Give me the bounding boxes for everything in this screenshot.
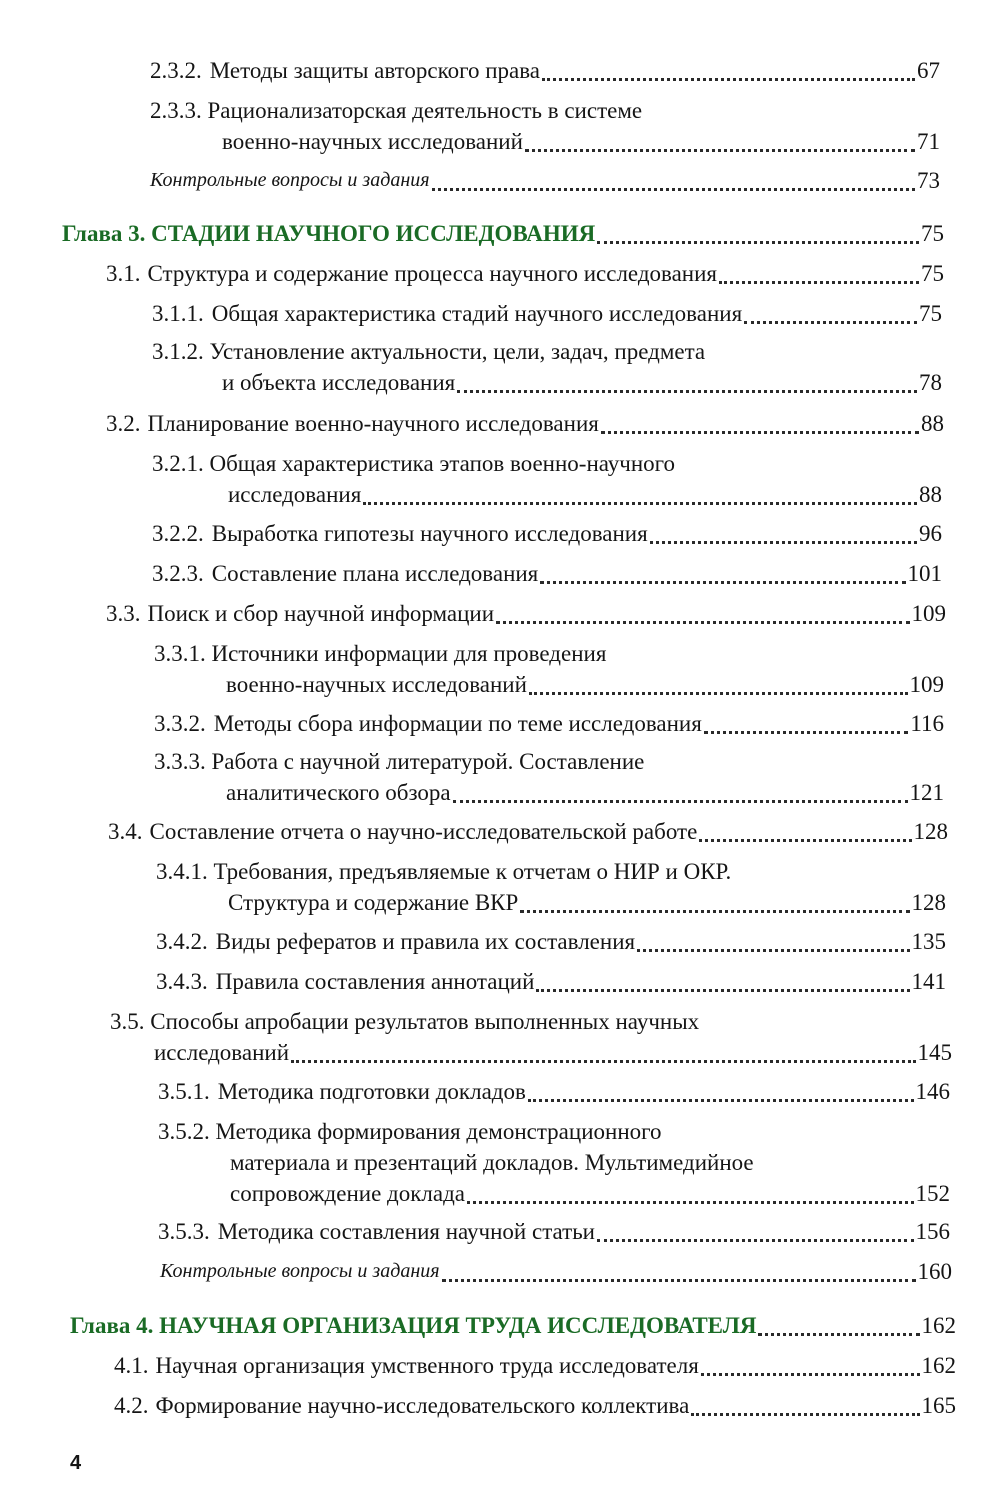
toc-title: Методы сбора информации по теме исследования: [213, 711, 702, 736]
toc-entry-3-1: [106, 258, 944, 289]
toc-page: 128: [911, 890, 946, 915]
leader-dots: [601, 421, 919, 434]
toc-num: 3.4.3.: [156, 969, 208, 994]
toc-title-line2: и объекта исследования: [222, 370, 456, 395]
toc-page: 67: [917, 58, 940, 83]
toc-entry-3-1-2: [152, 336, 942, 398]
toc-title: Методика составления научной статьи: [217, 1219, 595, 1244]
toc-page: 162: [921, 1353, 956, 1378]
toc-page: 146: [915, 1079, 950, 1104]
toc-entry-3-3-1: [154, 638, 944, 700]
toc-title-line2: материала и презентаций докладов. Мультимедийное: [230, 1150, 754, 1175]
toc-page: 156: [915, 1219, 950, 1244]
toc-num: 4.1.: [114, 1353, 149, 1378]
leader-dots: [528, 1089, 914, 1102]
leader-dots: [637, 939, 909, 952]
leader-dots: [701, 1363, 920, 1376]
toc-num: 3.1.1.: [152, 301, 204, 326]
toc-page: 96: [919, 521, 942, 546]
toc-entry-2-3-2: [150, 55, 940, 86]
toc-entry-3-4-2: [156, 926, 946, 957]
toc-title-line1: Методика формирования демонстрационного: [215, 1119, 662, 1144]
toc-title-line2: Структура и содержание ВКР: [228, 890, 519, 915]
toc-title: Контрольные вопросы и задания: [150, 169, 430, 191]
toc-page: 75: [921, 261, 944, 286]
leader-dots: [432, 178, 915, 191]
toc-title-line3: сопровождение доклада: [230, 1181, 465, 1206]
toc-entry-3-5-3: [158, 1216, 950, 1247]
toc-num: 4.2.: [114, 1393, 149, 1418]
toc-title-line2: военно-научных исследований: [222, 129, 523, 154]
toc-title-line2: исследований: [154, 1040, 290, 1065]
toc-title-line2: военно-научных исследований: [226, 672, 527, 697]
toc-num: 3.2.2.: [152, 521, 204, 546]
toc-num: 3.2.: [106, 411, 141, 436]
toc-title: Общая характеристика стадий научного исследования: [211, 301, 743, 326]
toc-page: 78: [919, 370, 942, 395]
leader-dots: [520, 900, 909, 913]
toc-entry-3-4-1: [156, 856, 946, 918]
toc-entry-3-3-2: [154, 708, 944, 739]
leader-dots: [467, 1191, 914, 1204]
toc-num: 3.1.: [106, 261, 141, 286]
toc-entry-3-2-2: [152, 518, 942, 549]
toc-entry-4-1: [114, 1350, 956, 1381]
leader-dots: [744, 311, 917, 324]
toc-entry-3-2: [106, 408, 944, 439]
toc-page: 88: [921, 411, 944, 436]
toc-entry-4-2: [114, 1390, 956, 1421]
toc-title-line2: аналитического обзора: [226, 780, 451, 805]
leader-dots: [291, 1050, 915, 1063]
leader-dots: [496, 611, 909, 624]
toc-page: 71: [917, 129, 940, 154]
toc-entry-3-1-1: [152, 298, 942, 329]
toc-num: 3.3.1.: [154, 641, 206, 666]
toc-title-line1: Источники информации для проведения: [211, 641, 607, 666]
leader-dots: [691, 1403, 919, 1416]
toc-entry-3-5-1: [158, 1076, 950, 1107]
toc-title-line1: Рационализаторская деятельность в системе: [207, 98, 643, 123]
toc-page: 135: [911, 929, 946, 954]
leader-dots: [699, 829, 911, 842]
toc-num: 3.3.3.: [154, 749, 206, 774]
toc-title: Составление отчета о научно-исследовательской работе: [149, 819, 698, 844]
toc-page: 141: [911, 969, 946, 994]
toc-num: 3.5.3.: [158, 1219, 210, 1244]
toc-chapter-4: [70, 1310, 956, 1341]
toc-title: Методы защиты авторского права: [209, 58, 541, 83]
toc-entry-3-3: [106, 598, 946, 629]
leader-dots: [704, 721, 909, 734]
toc-title-line1: Работа с научной литературой. Составление: [211, 749, 645, 774]
toc-title-line2: исследования: [228, 482, 362, 507]
toc-num: 3.2.3.: [152, 561, 204, 586]
toc-page: 109: [909, 672, 944, 697]
toc-entry-3-2-3: [152, 558, 942, 589]
toc-page: 116: [910, 711, 944, 736]
toc-entry-control-questions: [150, 165, 940, 196]
toc-title-line1: Требования, предъявляемые к отчетам о НИР и ОКР.: [213, 859, 732, 884]
leader-dots: [363, 492, 917, 505]
toc-num: 3.1.2.: [152, 339, 204, 364]
toc-title: Правила составления аннотаций: [215, 969, 535, 994]
toc-num: 3.4.2.: [156, 929, 208, 954]
leader-dots: [650, 531, 917, 544]
toc-title: Структура и содержание процесса научного исследования: [147, 261, 717, 286]
leader-dots: [442, 1269, 916, 1282]
toc-title: Виды рефератов и правила их составления: [215, 929, 636, 954]
toc-page: 145: [917, 1040, 952, 1065]
toc-page: 88: [919, 482, 942, 507]
toc-page: 162: [921, 1313, 956, 1338]
leader-dots: [529, 682, 908, 695]
toc-page: 121: [909, 780, 944, 805]
toc-page: 75: [919, 301, 942, 326]
toc-entry-3-4-3: [156, 966, 946, 997]
toc-num: 3.5.2.: [158, 1119, 210, 1144]
toc-title-line1: Способы апробации результатов выполненных научных: [150, 1009, 700, 1034]
leader-dots: [525, 139, 915, 152]
leader-dots: [758, 1323, 919, 1336]
toc-entry-3-3-3: [154, 746, 944, 808]
toc-num: 2.3.3.: [150, 98, 202, 123]
toc-title: Научная организация умственного труда исследователя: [155, 1353, 699, 1378]
toc-title-line1: Общая характеристика этапов военно-научного: [209, 451, 676, 476]
toc-num: 3.2.1.: [152, 451, 204, 476]
toc-num: 3.4.1.: [156, 859, 208, 884]
toc-title: Формирование научно-исследовательского коллектива: [155, 1393, 690, 1418]
chapter-title: Глава 4. НАУЧНАЯ ОРГАНИЗАЦИЯ ТРУДА ИССЛЕДОВАТЕЛЯ: [70, 1313, 757, 1338]
page-number: 4: [70, 1452, 82, 1474]
toc-num: 3.4.: [108, 819, 143, 844]
toc-title: Методика подготовки докладов: [217, 1079, 526, 1104]
toc-entry-3-5: [110, 1006, 952, 1068]
toc-entry-3-2-1: [152, 448, 942, 510]
toc-num: 3.3.: [106, 601, 141, 626]
leader-dots: [536, 979, 909, 992]
toc-chapter-3: [62, 218, 944, 249]
leader-dots: [453, 790, 908, 803]
toc-title: Составление плана исследования: [211, 561, 539, 586]
toc-entry-3-4: [108, 816, 948, 847]
leader-dots: [719, 271, 919, 284]
toc-entry-3-5-2: [158, 1116, 950, 1209]
toc-page: 128: [913, 819, 948, 844]
toc-num: 3.5.: [110, 1009, 145, 1034]
toc-title: Поиск и сбор научной информации: [147, 601, 495, 626]
toc-page: 109: [911, 601, 946, 626]
toc-entry-control-questions: [160, 1256, 952, 1287]
chapter-title: Глава 3. СТАДИИ НАУЧНОГО ИССЛЕДОВАНИЯ: [62, 221, 596, 246]
toc-page: 75: [921, 221, 944, 246]
leader-dots: [542, 68, 915, 81]
leader-dots: [597, 1229, 914, 1242]
toc-title: Выработка гипотезы научного исследования: [211, 521, 648, 546]
toc-title: Планирование военно-научного исследования: [147, 411, 599, 436]
leader-dots: [597, 231, 919, 244]
toc-page: 152: [915, 1181, 950, 1206]
toc-num: 3.3.2.: [154, 711, 206, 736]
leader-dots: [457, 380, 917, 393]
toc-page: 73: [917, 168, 940, 193]
toc-entry-2-3-3: [150, 95, 940, 157]
toc-page: 160: [917, 1259, 952, 1284]
toc-page: 101: [907, 561, 942, 586]
toc-num: 3.5.1.: [158, 1079, 210, 1104]
toc-title: Контрольные вопросы и задания: [160, 1260, 440, 1282]
toc-num: 2.3.2.: [150, 58, 202, 83]
toc-page: 165: [921, 1393, 956, 1418]
toc-title-line1: Установление актуальности, цели, задач, предмета: [209, 339, 706, 364]
leader-dots: [540, 571, 905, 584]
